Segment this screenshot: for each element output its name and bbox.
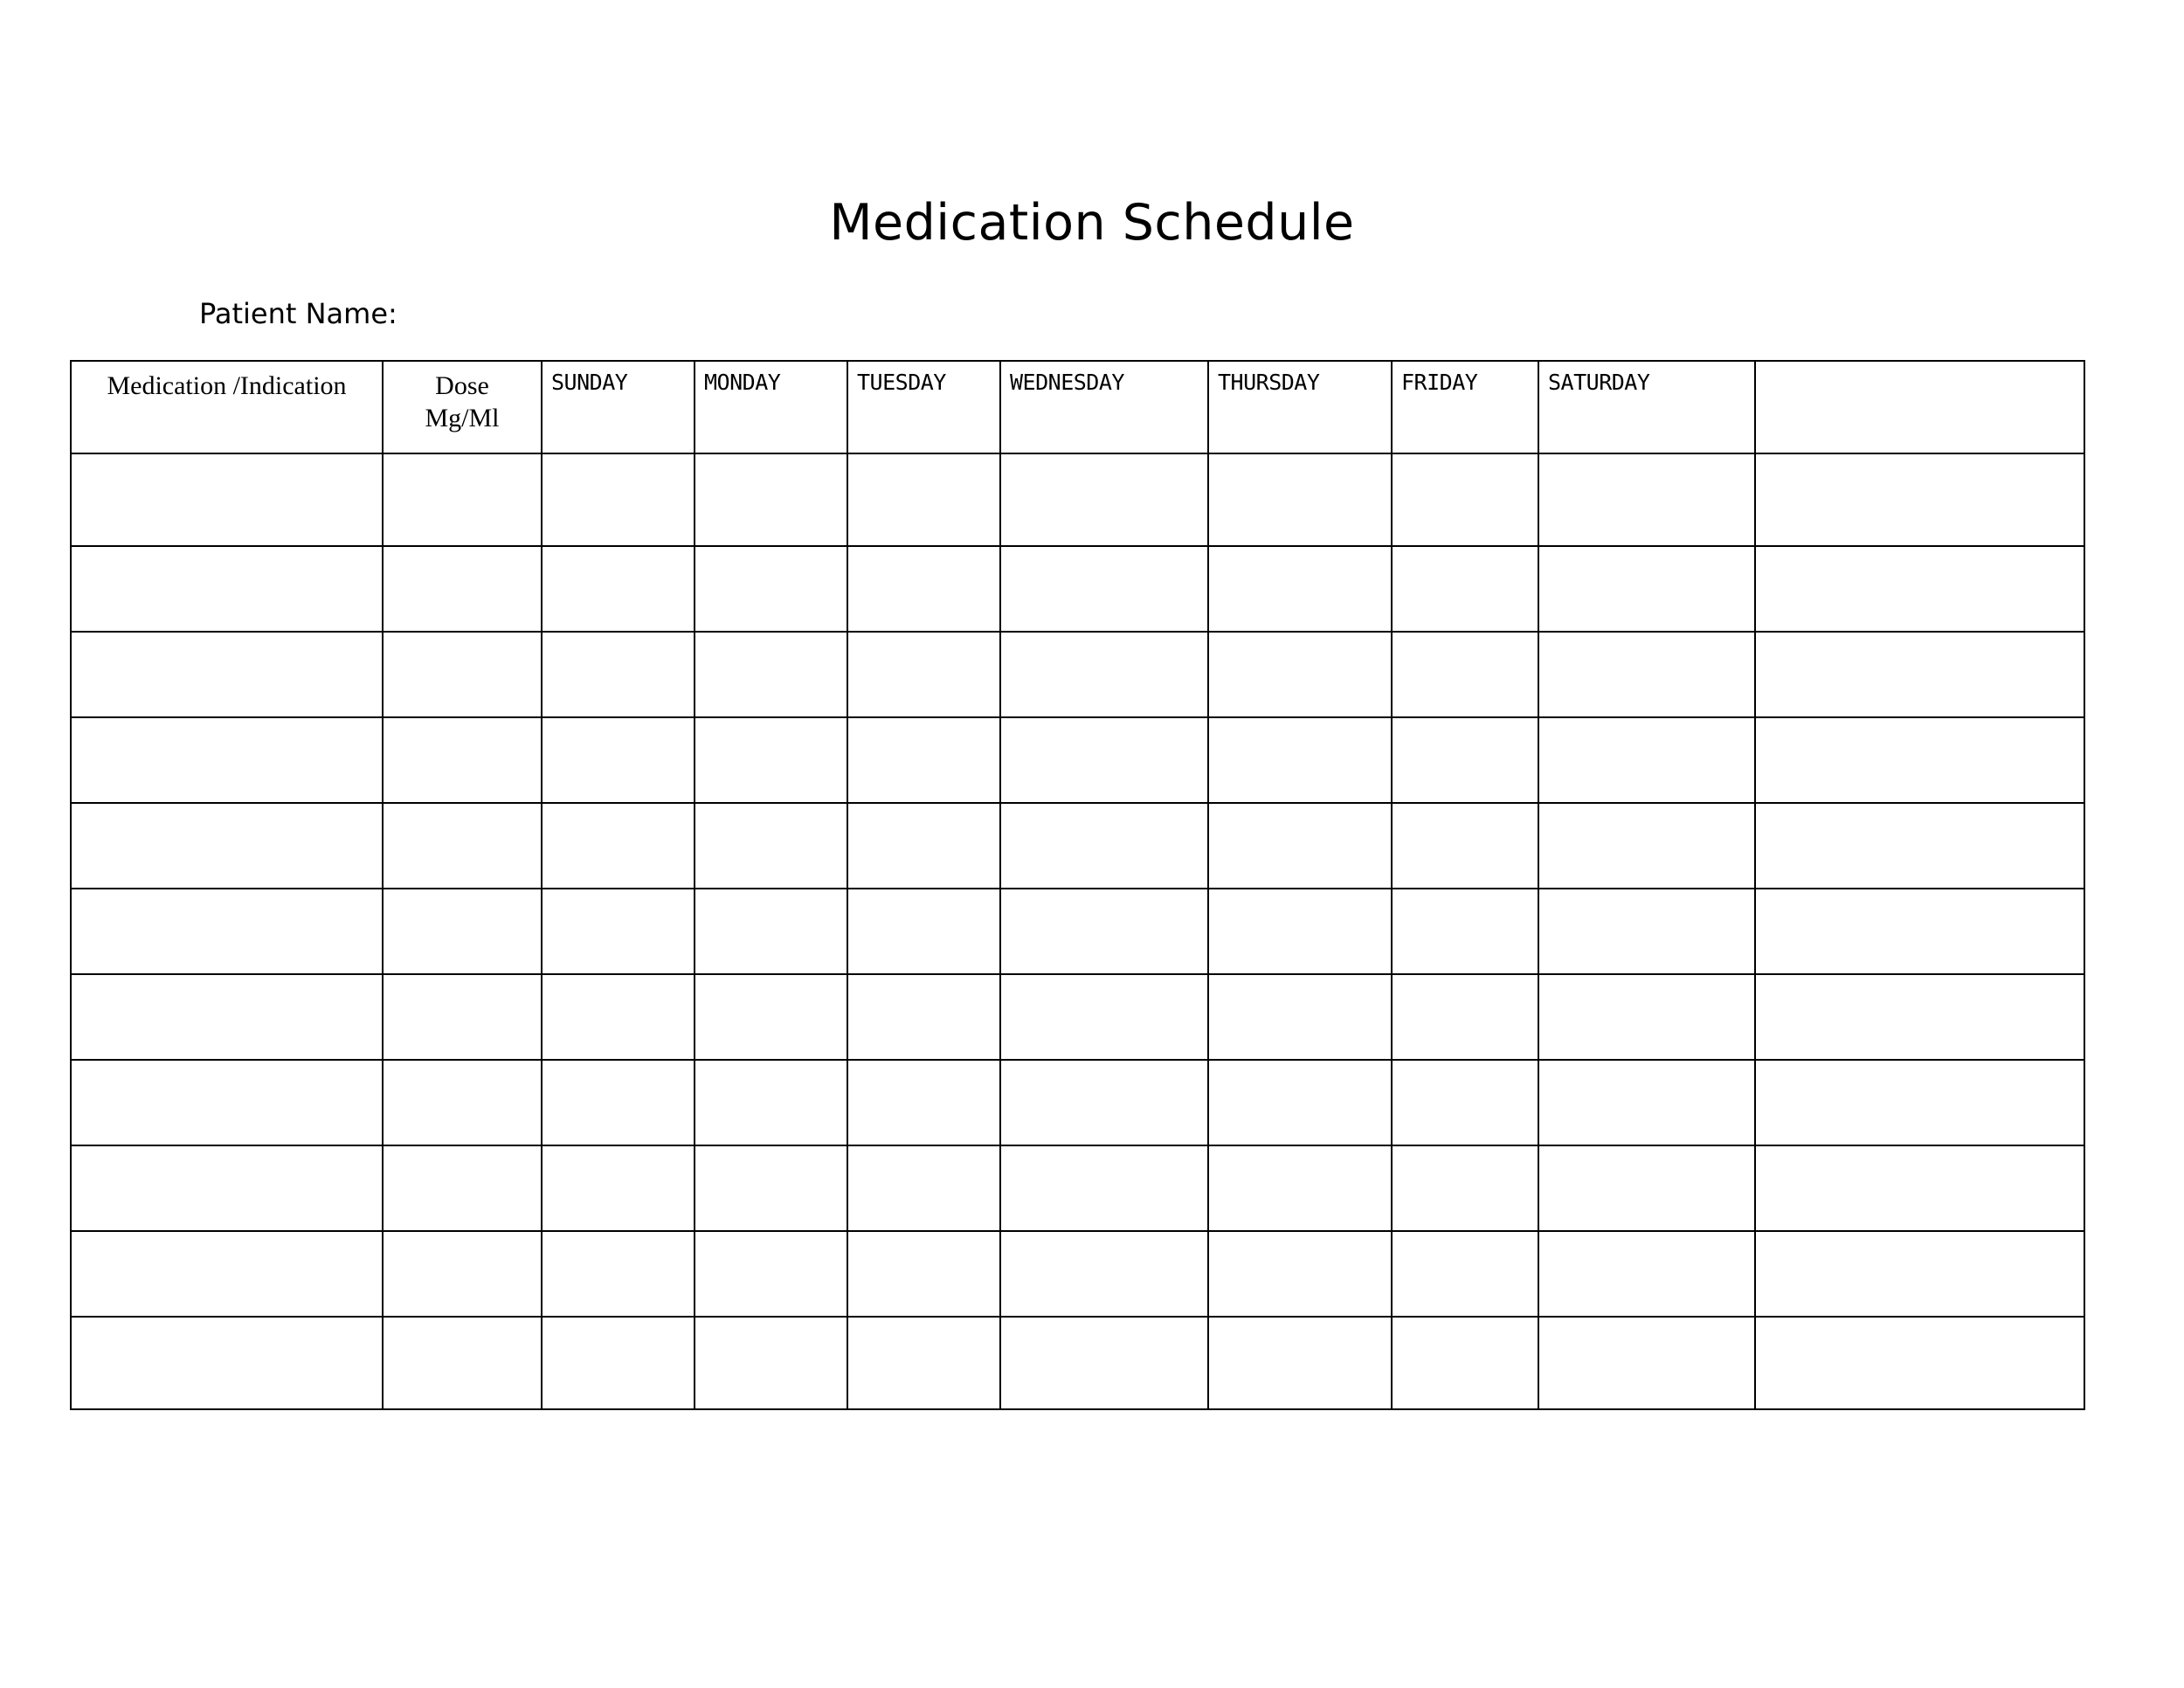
table-cell-r5-c1[interactable] — [71, 803, 383, 889]
table-cell-r4-c6[interactable] — [1000, 717, 1208, 803]
table-cell-value — [1209, 1061, 1391, 1145]
table-cell-value — [1393, 1146, 1538, 1230]
table-cell-r4-c1[interactable] — [71, 717, 383, 803]
table-cell-r7-c6[interactable] — [1000, 974, 1208, 1060]
column-header-saturday — [1538, 361, 1755, 453]
table-cell-value — [543, 975, 694, 1059]
table-cell-r4-c7[interactable] — [1208, 717, 1392, 803]
table-cell-r4-c10[interactable] — [1755, 717, 2084, 803]
table-cell-value — [695, 547, 847, 631]
table-cell-value — [1539, 889, 1754, 973]
table-cell-r8-c7[interactable] — [1208, 1060, 1392, 1145]
table-cell-r9-c7[interactable] — [1208, 1145, 1392, 1231]
table-cell-r11-c9[interactable] — [1538, 1317, 1755, 1409]
table-cell-value — [695, 1318, 847, 1408]
table-cell-value — [695, 1061, 847, 1145]
table-cell-r1-c1[interactable] — [71, 453, 383, 546]
table-row — [71, 546, 2084, 632]
table-cell-value — [848, 547, 999, 631]
table-cell-value — [72, 889, 382, 973]
table-cell-r6-c7[interactable] — [1208, 889, 1392, 974]
table-cell-value — [1393, 1061, 1538, 1145]
table-cell-r5-c5[interactable] — [847, 803, 1000, 889]
table-cell-value — [72, 547, 382, 631]
table-cell-r1-c5[interactable] — [847, 453, 1000, 546]
column-header-monday — [695, 361, 847, 453]
table-cell-r7-c8[interactable] — [1392, 974, 1538, 1060]
table-cell-value — [384, 718, 541, 802]
table-cell-value — [1393, 804, 1538, 888]
table-cell-r3-c8[interactable] — [1392, 632, 1538, 717]
table-row — [71, 803, 2084, 889]
table-cell-value — [543, 454, 694, 545]
table-cell-r4-c3[interactable] — [542, 717, 695, 803]
table-cell-r2-c2[interactable] — [383, 546, 542, 632]
table-cell-value — [848, 1318, 999, 1408]
column-header-tuesday-label: TUESDAY — [857, 370, 946, 395]
table-cell-value — [1001, 889, 1207, 973]
table-cell-r6-c2[interactable] — [383, 889, 542, 974]
table-cell-r11-c1[interactable] — [71, 1317, 383, 1409]
table-cell-r2-c8[interactable] — [1392, 546, 1538, 632]
table-cell-value — [848, 1232, 999, 1316]
table-cell-r5-c3[interactable] — [542, 803, 695, 889]
table-cell-r7-c10[interactable] — [1755, 974, 2084, 1060]
column-header-notes — [1755, 361, 2084, 453]
table-cell-r10-c6[interactable] — [1000, 1231, 1208, 1317]
table-cell-r9-c2[interactable] — [383, 1145, 542, 1231]
table-cell-r6-c10[interactable] — [1755, 889, 2084, 974]
table-header — [71, 361, 2084, 453]
table-cell-value — [1393, 889, 1538, 973]
column-header-dose-label-line1: Dose — [435, 371, 489, 400]
table-cell-value — [695, 804, 847, 888]
table-cell-value — [848, 1061, 999, 1145]
table-cell-value — [848, 454, 999, 545]
table-cell-value — [384, 1146, 541, 1230]
table-cell-value — [543, 547, 694, 631]
table-cell-r5-c7[interactable] — [1208, 803, 1392, 889]
column-header-monday-label: MONDAY — [704, 370, 781, 395]
table-cell-r7-c7[interactable] — [1208, 974, 1392, 1060]
table-cell-r2-c7[interactable] — [1208, 546, 1392, 632]
table-cell-value — [1001, 1061, 1207, 1145]
table-cell-r3-c7[interactable] — [1208, 632, 1392, 717]
table-cell-value — [695, 1232, 847, 1316]
table-cell-value — [72, 1318, 382, 1408]
table-cell-value — [1756, 454, 2084, 545]
table-cell-r5-c9[interactable] — [1538, 803, 1755, 889]
table-cell-value — [1393, 1232, 1538, 1316]
table-cell-value — [1756, 547, 2084, 631]
table-cell-r1-c4[interactable] — [695, 453, 847, 546]
patient-name-label: Patient Name: — [199, 297, 397, 330]
table-cell-value — [1209, 975, 1391, 1059]
table-cell-r2-c1[interactable] — [71, 546, 383, 632]
table-cell-r2-c9[interactable] — [1538, 546, 1755, 632]
table-cell-value — [543, 633, 694, 716]
table-cell-value — [1209, 1318, 1391, 1408]
table-cell-value — [543, 889, 694, 973]
table-cell-r11-c6[interactable] — [1000, 1317, 1208, 1409]
table-cell-value — [384, 1318, 541, 1408]
table-cell-r1-c9[interactable] — [1538, 453, 1755, 546]
table-cell-r9-c10[interactable] — [1755, 1145, 2084, 1231]
table-cell-r10-c9[interactable] — [1538, 1231, 1755, 1317]
table-cell-r7-c3[interactable] — [542, 974, 695, 1060]
table-cell-r10-c2[interactable] — [383, 1231, 542, 1317]
table-row — [71, 1145, 2084, 1231]
column-header-notes-label — [1756, 362, 2084, 370]
table-cell-r1-c10[interactable] — [1755, 453, 2084, 546]
table-cell-value — [543, 1146, 694, 1230]
table-row — [71, 632, 2084, 717]
table-row — [71, 1317, 2084, 1409]
table-cell-r3-c3[interactable] — [542, 632, 695, 717]
table-cell-r10-c1[interactable] — [71, 1231, 383, 1317]
table-cell-r8-c10[interactable] — [1755, 1060, 2084, 1145]
table-cell-value — [1209, 889, 1391, 973]
table-cell-r11-c2[interactable] — [383, 1317, 542, 1409]
table-cell-value — [1393, 633, 1538, 716]
table-cell-value — [1001, 718, 1207, 802]
table-row — [71, 974, 2084, 1060]
table-cell-r7-c5[interactable] — [847, 974, 1000, 1060]
table-cell-r3-c1[interactable] — [71, 632, 383, 717]
table-cell-value — [1001, 1232, 1207, 1316]
table-row — [71, 1060, 2084, 1145]
table-cell-value — [1539, 633, 1754, 716]
table-cell-r9-c4[interactable] — [695, 1145, 847, 1231]
table-cell-value — [1393, 1318, 1538, 1408]
column-header-medication-label: Medication /Indication — [107, 371, 347, 400]
table-cell-value — [848, 633, 999, 716]
table-cell-value — [1393, 454, 1538, 545]
table-cell-value — [1756, 889, 2084, 973]
table-cell-value — [543, 804, 694, 888]
table-cell-r4-c5[interactable] — [847, 717, 1000, 803]
table-cell-value — [384, 633, 541, 716]
column-header-tuesday — [847, 361, 1000, 453]
table-cell-r3-c9[interactable] — [1538, 632, 1755, 717]
table-header-row — [71, 361, 2084, 453]
table-cell-r3-c4[interactable] — [695, 632, 847, 717]
table-cell-r4-c4[interactable] — [695, 717, 847, 803]
table-cell-r2-c3[interactable] — [542, 546, 695, 632]
table-cell-r7-c4[interactable] — [695, 974, 847, 1060]
table-cell-r7-c9[interactable] — [1538, 974, 1755, 1060]
table-cell-r5-c6[interactable] — [1000, 803, 1208, 889]
table-cell-r8-c1[interactable] — [71, 1060, 383, 1145]
table-cell-value — [1539, 1318, 1754, 1408]
table-cell-value — [1209, 547, 1391, 631]
table-cell-value — [384, 1232, 541, 1316]
table-cell-r6-c3[interactable] — [542, 889, 695, 974]
table-cell-value — [72, 1232, 382, 1316]
table-cell-value — [1209, 718, 1391, 802]
table-cell-value — [848, 718, 999, 802]
table-cell-r3-c6[interactable] — [1000, 632, 1208, 717]
table-cell-r9-c8[interactable] — [1392, 1145, 1538, 1231]
table-cell-r2-c5[interactable] — [847, 546, 1000, 632]
table-cell-value — [1001, 804, 1207, 888]
table-cell-r5-c10[interactable] — [1755, 803, 2084, 889]
table-cell-value — [1001, 1146, 1207, 1230]
table-cell-value — [1756, 1232, 2084, 1316]
table-cell-value — [1539, 454, 1754, 545]
table-cell-value — [1001, 633, 1207, 716]
table-cell-r7-c2[interactable] — [383, 974, 542, 1060]
table-cell-value — [848, 975, 999, 1059]
table-cell-value — [1756, 1318, 2084, 1408]
table-cell-value — [1209, 454, 1391, 545]
table-cell-value — [384, 889, 541, 973]
table-cell-r11-c8[interactable] — [1392, 1317, 1538, 1409]
table-cell-r3-c5[interactable] — [847, 632, 1000, 717]
table-cell-value — [1209, 804, 1391, 888]
table-row — [71, 453, 2084, 546]
table-cell-r1-c2[interactable] — [383, 453, 542, 546]
table-cell-value — [695, 1146, 847, 1230]
table-row — [71, 1231, 2084, 1317]
table-cell-r10-c3[interactable] — [542, 1231, 695, 1317]
table-cell-r1-c3[interactable] — [542, 453, 695, 546]
table-cell-r3-c2[interactable] — [383, 632, 542, 717]
table-row — [71, 717, 2084, 803]
table-cell-value — [1393, 718, 1538, 802]
column-header-friday-label: FRIDAY — [1401, 370, 1478, 395]
table-cell-r9-c3[interactable] — [542, 1145, 695, 1231]
table-cell-value — [1393, 975, 1538, 1059]
table-cell-value — [695, 718, 847, 802]
table-cell-value — [72, 975, 382, 1059]
table-cell-r5-c4[interactable] — [695, 803, 847, 889]
table-cell-value — [1756, 1146, 2084, 1230]
table-cell-value — [1756, 633, 2084, 716]
table-cell-value — [72, 633, 382, 716]
table-cell-value — [1539, 804, 1754, 888]
table-cell-r11-c4[interactable] — [695, 1317, 847, 1409]
table-cell-r11-c10[interactable] — [1755, 1317, 2084, 1409]
table-cell-value — [1001, 1318, 1207, 1408]
table-cell-value — [1209, 1232, 1391, 1316]
table-cell-r3-c10[interactable] — [1755, 632, 2084, 717]
table-body — [71, 453, 2084, 1409]
table-cell-value — [1209, 633, 1391, 716]
table-cell-r10-c5[interactable] — [847, 1231, 1000, 1317]
table-cell-value — [1393, 547, 1538, 631]
table-cell-value — [1539, 1146, 1754, 1230]
table-cell-value — [1539, 1061, 1754, 1145]
table-cell-r4-c9[interactable] — [1538, 717, 1755, 803]
column-header-dose-label-line2: Mg/Ml — [425, 403, 500, 432]
table-cell-r4-c2[interactable] — [383, 717, 542, 803]
table-cell-value — [848, 1146, 999, 1230]
table-cell-value — [543, 1318, 694, 1408]
column-header-wednesday-label: WEDNESDAY — [1010, 370, 1124, 395]
table-cell-r9-c6[interactable] — [1000, 1145, 1208, 1231]
table-cell-r9-c9[interactable] — [1538, 1145, 1755, 1231]
table-cell-r8-c8[interactable] — [1392, 1060, 1538, 1145]
column-header-medication — [71, 361, 383, 453]
column-header-sunday — [542, 361, 695, 453]
table-cell-r8-c9[interactable] — [1538, 1060, 1755, 1145]
table-cell-r10-c10[interactable] — [1755, 1231, 2084, 1317]
table-cell-r10-c8[interactable] — [1392, 1231, 1538, 1317]
table-cell-r11-c5[interactable] — [847, 1317, 1000, 1409]
table-cell-r2-c10[interactable] — [1755, 546, 2084, 632]
table-cell-value — [695, 454, 847, 545]
table-cell-value — [1001, 547, 1207, 631]
table-cell-value — [848, 804, 999, 888]
table-cell-value — [543, 1061, 694, 1145]
table-cell-r6-c6[interactable] — [1000, 889, 1208, 974]
table-cell-value — [1001, 975, 1207, 1059]
table-cell-value — [543, 1232, 694, 1316]
table-cell-r7-c1[interactable] — [71, 974, 383, 1060]
table-cell-value — [848, 889, 999, 973]
table-cell-r4-c8[interactable] — [1392, 717, 1538, 803]
table-cell-value — [695, 975, 847, 1059]
table-cell-value — [1756, 1061, 2084, 1145]
table-cell-r1-c6[interactable] — [1000, 453, 1208, 546]
table-cell-r11-c7[interactable] — [1208, 1317, 1392, 1409]
table-cell-r2-c4[interactable] — [695, 546, 847, 632]
column-header-sunday-label: SUNDAY — [551, 370, 628, 395]
table-cell-value — [1756, 718, 2084, 802]
table-cell-value — [1209, 1146, 1391, 1230]
table-cell-r1-c8[interactable] — [1392, 453, 1538, 546]
table-cell-r10-c7[interactable] — [1208, 1231, 1392, 1317]
table-cell-value — [1756, 804, 2084, 888]
table-cell-r9-c1[interactable] — [71, 1145, 383, 1231]
table-cell-r6-c4[interactable] — [695, 889, 847, 974]
table-cell-r8-c5[interactable] — [847, 1060, 1000, 1145]
table-cell-r8-c2[interactable] — [383, 1060, 542, 1145]
table-cell-r6-c5[interactable] — [847, 889, 1000, 974]
column-header-wednesday — [1000, 361, 1208, 453]
table-cell-value — [384, 1061, 541, 1145]
table-cell-value — [1001, 454, 1207, 545]
column-header-saturday-label: SATURDAY — [1548, 370, 1650, 395]
page-title: Medication Schedule — [829, 194, 1355, 252]
table-row — [71, 889, 2084, 974]
table-cell-r2-c6[interactable] — [1000, 546, 1208, 632]
medication-schedule-table — [70, 360, 2085, 1410]
table-cell-value — [72, 718, 382, 802]
table-cell-r5-c2[interactable] — [383, 803, 542, 889]
table-cell-r1-c7[interactable] — [1208, 453, 1392, 546]
table-cell-r8-c3[interactable] — [542, 1060, 695, 1145]
table-cell-value — [384, 975, 541, 1059]
table-cell-r5-c8[interactable] — [1392, 803, 1538, 889]
column-header-thursday — [1208, 361, 1392, 453]
table-cell-r11-c3[interactable] — [542, 1317, 695, 1409]
table-cell-value — [72, 1146, 382, 1230]
table-cell-value — [384, 454, 541, 545]
table-cell-r6-c8[interactable] — [1392, 889, 1538, 974]
table-cell-value — [72, 1061, 382, 1145]
table-cell-r6-c1[interactable] — [71, 889, 383, 974]
table-cell-value — [695, 633, 847, 716]
table-cell-value — [1756, 975, 2084, 1059]
table-cell-value — [543, 718, 694, 802]
table-cell-value — [72, 804, 382, 888]
table-cell-value — [695, 889, 847, 973]
column-header-friday — [1392, 361, 1538, 453]
table-cell-r8-c6[interactable] — [1000, 1060, 1208, 1145]
table-cell-value — [1539, 975, 1754, 1059]
table-cell-value — [1539, 718, 1754, 802]
table-cell-r6-c9[interactable] — [1538, 889, 1755, 974]
table-cell-value — [72, 454, 382, 545]
table-cell-r8-c4[interactable] — [695, 1060, 847, 1145]
table-cell-value — [1539, 547, 1754, 631]
table-cell-value — [384, 547, 541, 631]
medication-schedule-table-wrapper — [70, 360, 2084, 1410]
table-cell-value — [384, 804, 541, 888]
table-cell-r10-c4[interactable] — [695, 1231, 847, 1317]
table-cell-r9-c5[interactable] — [847, 1145, 1000, 1231]
table-cell-value — [1539, 1232, 1754, 1316]
column-header-dose — [383, 361, 542, 453]
column-header-thursday-label: THURSDAY — [1218, 370, 1320, 395]
